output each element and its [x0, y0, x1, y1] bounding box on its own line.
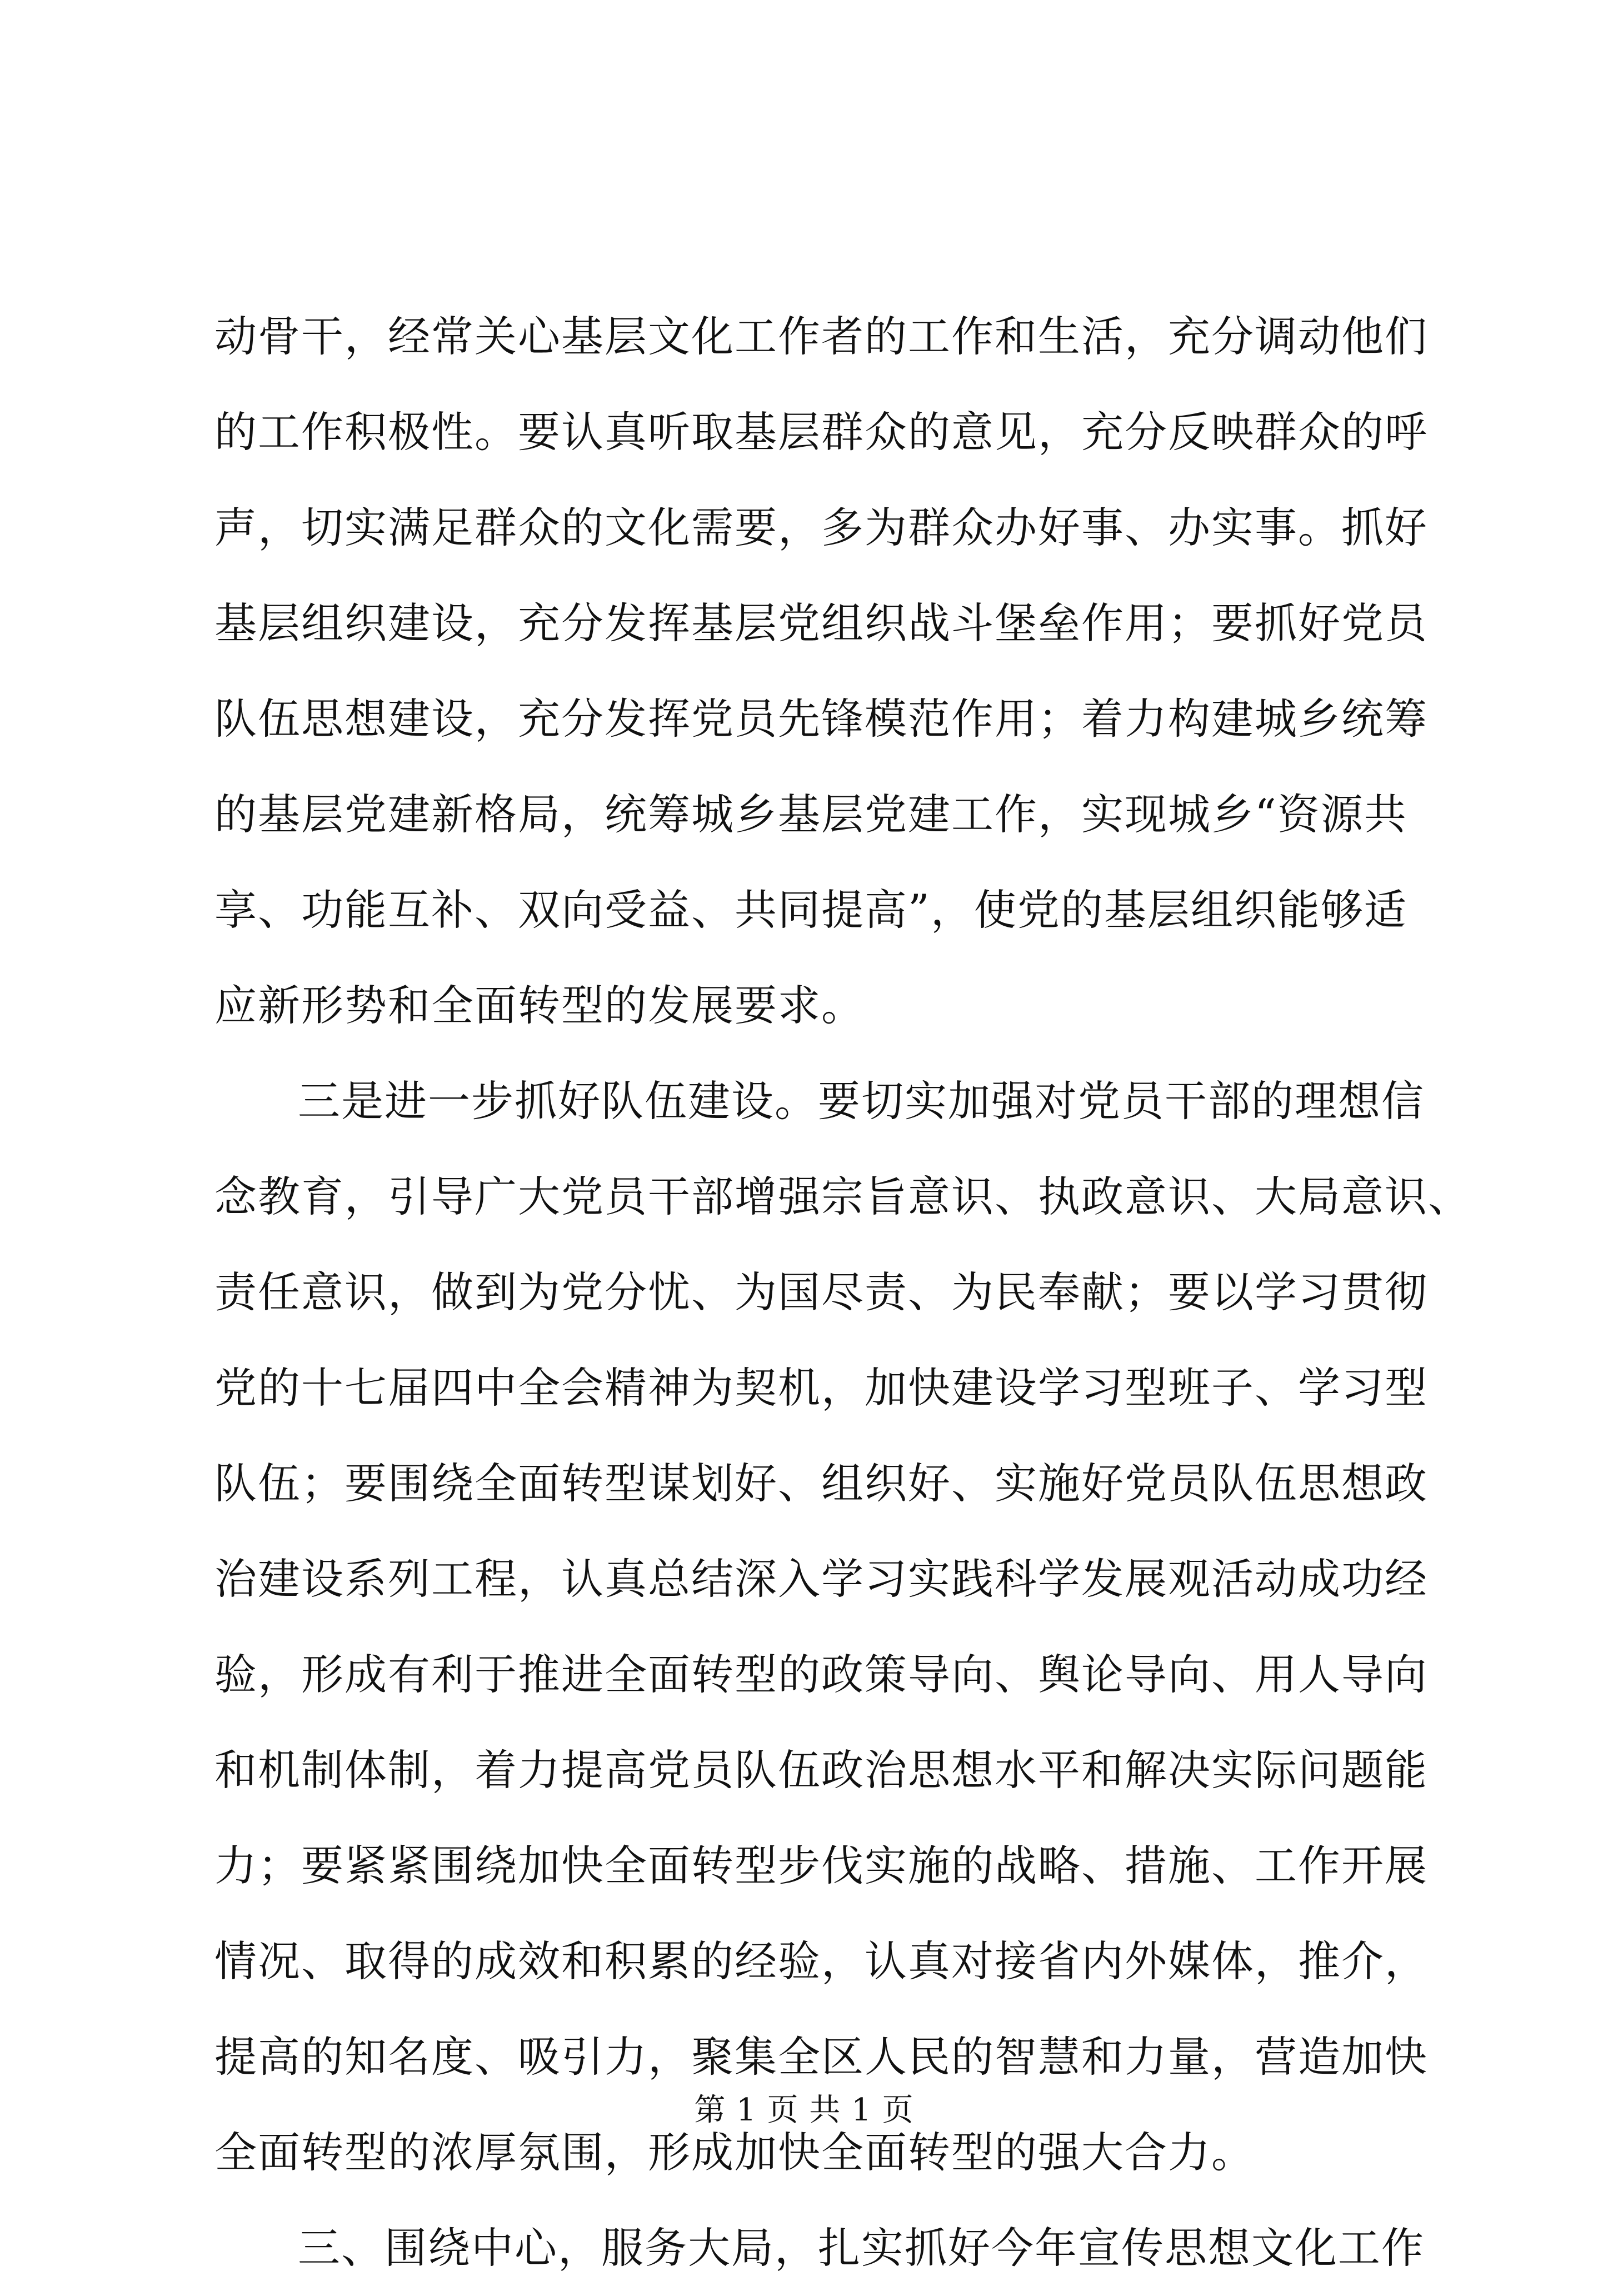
- text-line: 情况、取得的成效和积累的经验，认真对接省内外媒体，推介，: [214, 1936, 1428, 1986]
- text-line: 全面转型的浓厚氛围，形成加快全面转型的强大合力。: [214, 2128, 1255, 2177]
- text-line: 治建设系列工程，认真总结深入学习实践科学发展观活动成功经: [214, 1554, 1428, 1604]
- text-line: 队伍；要围绕全面转型谋划好、组织好、实施好党员队伍思想政: [214, 1459, 1428, 1508]
- text-line: 的工作积极性。要认真听取基层群众的意见，充分反映群众的呼: [214, 407, 1428, 457]
- text-line: 责任意识，做到为党分忧、为国尽责、为民奉献；要以学习贯彻: [214, 1267, 1428, 1317]
- text-line: 和机制体制，着力提高党员队伍政治思想水平和解决实际问题能: [214, 1745, 1428, 1795]
- text-line: 应新形势和全面转型的发展要求。: [214, 981, 865, 1030]
- section-heading-line: 三、围绕中心，服务大局，扎实抓好今年宣传思想文化工作: [298, 2223, 1425, 2273]
- text-line: 声，切实满足群众的文化需要，多为群众办好事、办实事。抓好: [214, 503, 1428, 552]
- text-line: 动骨干，经常关心基层文化工作者的工作和生活，充分调动他们: [214, 312, 1428, 361]
- text-line: 基层组织建设，充分发挥基层党组织战斗堡垒作用；要抓好党员: [214, 598, 1428, 648]
- text-line: 党的十七届四中全会精神为契机，加快建设学习型班子、学习型: [214, 1363, 1428, 1412]
- text-line: 享、功能互补、双向受益、共同提高”，使党的基层组织能够适: [214, 885, 1407, 935]
- text-line: 队伍思想建设，充分发挥党员先锋模范作用；着力构建城乡统筹: [214, 694, 1428, 743]
- page-footer: 第 1 页 共 1 页: [694, 2092, 914, 2128]
- text-line: 的基层党建新格局，统筹城乡基层党建工作，实现城乡“资源共: [214, 790, 1407, 839]
- paragraph-start-line: 三是进一步抓好队伍建设。要切实加强对党员干部的理想信: [298, 1076, 1425, 1126]
- text-line: 念教育，引导广大党员干部增强宗旨意识、执政意识、大局意识、: [214, 1172, 1471, 1221]
- text-line: 提高的知名度、吸引力，聚集全区人民的智慧和力量，营造加快: [214, 2032, 1428, 2082]
- body-text: [214, 289, 1471, 2296]
- text-line: 力；要紧紧围绕加快全面转型步伐实施的战略、措施、工作开展: [214, 1841, 1428, 1890]
- text-line: 验，形成有利于推进全面转型的政策导向、舆论导向、用人导向: [214, 1650, 1428, 1699]
